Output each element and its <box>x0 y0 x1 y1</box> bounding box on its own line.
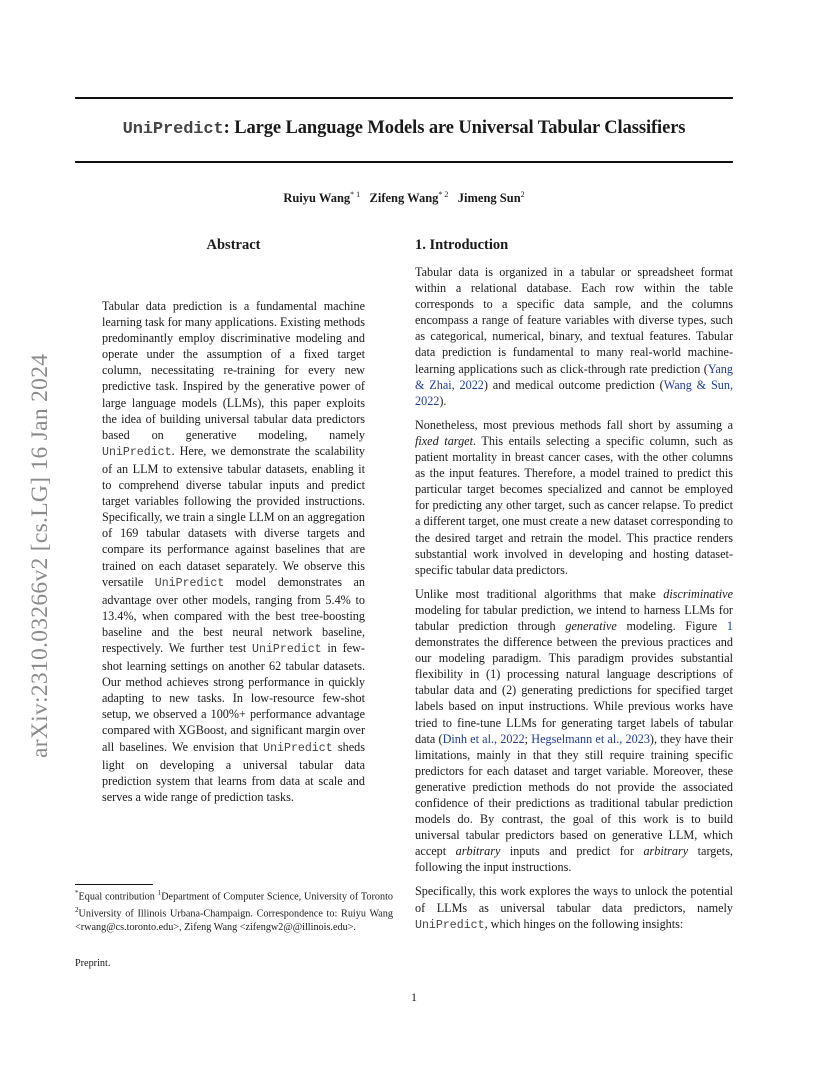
author-affiliation: * 2 <box>438 190 449 199</box>
model-name: UniPredict <box>415 918 485 932</box>
author-name: Jimeng Sun <box>457 191 521 206</box>
preprint-note: Preprint. <box>75 958 111 969</box>
title-rule-top <box>75 97 733 99</box>
author-affiliation: * 1 <box>350 190 361 199</box>
arxiv-identifier: arXiv:2310.03266v2 [cs.LG] 16 Jan 2024 <box>27 353 53 758</box>
title-rule-bottom <box>75 161 733 163</box>
page-number: 1 <box>411 990 417 1004</box>
footnote: *Equal contribution $^1$Department of Computer Science, University of Toronto $^2$University of Illinois Urbana-Champaign. Correspondence to: Ruiyu Wang <rwang@cs.toronto.edu>, Zifeng Wang <zifengw2@@illinois.edu>. <box>75 889 394 933</box>
model-name: UniPredict <box>263 741 333 755</box>
introduction-heading: 1. Introduction <box>415 237 509 253</box>
figure-link[interactable]: 1 <box>726 618 733 633</box>
citation-link[interactable]: Hegselmann et al., 2023 <box>531 731 650 746</box>
intro-paragraph: Nonetheless, most previous methods fall short by assuming a fixed target. This entails selecting a specific column, such as patient mortality in breast cancer cases, with the other columns as the input features. Therefore, a model trained to predict this particular target becomes specialized and cannot be employed for predicting any other target, such as cancer relapse. To predict a different target, one must create a new dataset corresponding to the desired target and retrain the model. This practice renders substantial work involved in developing and hosting dataset-specific tabular data predictors. <box>415 417 733 577</box>
author-name: Ruiyu Wang <box>283 191 351 206</box>
author-name: Zifeng Wang <box>369 191 439 206</box>
paper-title <box>75 118 733 139</box>
intro-paragraph: Unlike most traditional algorithms that make discriminative modeling for tabular prediction, we intend to harness LLMs for tabular prediction through generative modeling. Figure 1 demonstrates the difference between the previous practices and our modeling paradigm. This paradigm provides substantial flexibility in (1) processing natural language descriptions of tabular data and (2) generating predictions for specified target labels based on input instructions. While previous works have tried to fine-tune LLMs for generating target labels of tabular data (Dinh et al., 2022; Hegselmann et al., 2023), they have their limitations, mainly in that they still require training specific predictors for each dataset and target variable. Moreover, these generative prediction methods do not provide the associated confidence of their predictions as traditional tabular prediction models do. By contrast, the goal of this work is to build universal tabular predictors based on generative LLM, which accept arbitrary inputs and predict for arbitrary targets, following the input instructions. <box>415 586 734 875</box>
author-list <box>75 190 733 206</box>
citation-link[interactable]: Wang & Sun, 2022 <box>415 377 733 408</box>
introduction-body <box>415 264 733 942</box>
abstract-heading: Abstract <box>206 237 261 253</box>
citation-link[interactable]: Dinh et al., 2022 <box>442 731 525 746</box>
model-name: UniPredict <box>252 642 322 656</box>
abstract-paragraph: Tabular data prediction is a fundamental machine learning task for many applications. Existing methods predominantly employ discriminative modeling and operate under the assumption of a fixed target column, necessitating re-training for every new predictive task. Inspired by the generative power of large language models (LLMs), this paper exploits the idea of building universal tabular data predictors based on generative modeling, namely UniPredict. Here, we demonstrate the scalability of an LLM to extensive tabular datasets, enabling it to comprehend diverse tabular inputs and predict target variables following the provided instructions. Specifically, we train a single LLM on an aggregation of 169 tabular datasets with diverse targets and compare its performance against baselines that are trained on each dataset separately. We observe this versatile UniPredict model demonstrates an advantage over other models, ranging from 5.4% to 13.4%, when compared with the best tree-boosting baseline and the best neural network baseline, respectively. We further test UniPredict in few-shot learning settings on another 62 tabular datasets. Our method achieves strong performance in quickly adapting to new tasks. In low-resource few-shot setup, we observed a 100%+ performance advantage compared with XGBoost, and significant margin over all baselines. We envision that UniPredict sheds light on developing a universal tabular data prediction system that learns from data at scale and serves a wide range of prediction tasks. <box>102 299 365 804</box>
abstract-body <box>102 298 365 813</box>
title-model-name: UniPredict <box>122 120 224 139</box>
intro-paragraph: Tabular data is organized in a tabular or spreadsheet format within a relational database. Each row within the table corresponds to a specific data sample, and the columns encompass a range of feature variables with diverse types, such as categorical, numerical, binary, and textual features. Tabular data prediction is fundamental to many real-world machine-learning applications such as click-through rate prediction (Yang & Zhai, 2022) and medical outcome prediction (Wang & Sun, 2022). <box>415 265 733 408</box>
model-name: UniPredict <box>154 576 225 590</box>
footnote-rule <box>75 884 153 885</box>
title-text: : Large Language Models are Universal Tabular Classifiers <box>223 118 686 138</box>
citation-link[interactable]: Yang & Zhai, 2022 <box>415 361 733 392</box>
intro-paragraph: Specifically, this work explores the ways to unlock the potential of LLMs as universal tabular data predictors, namely UniPredict, which hinges on the following insights: <box>415 884 733 932</box>
author-affiliation: 2 <box>520 190 525 199</box>
model-name: UniPredict <box>102 445 172 459</box>
